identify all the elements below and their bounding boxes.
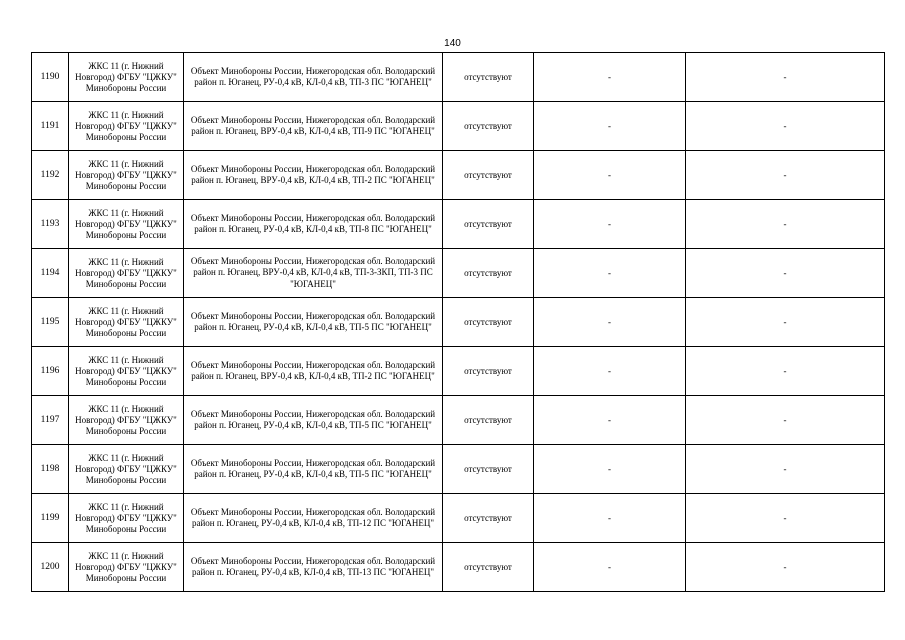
row-number-cell: 1193: [32, 200, 69, 249]
column-6-cell: -: [686, 347, 885, 396]
column-5-cell: -: [534, 347, 686, 396]
organization-cell: ЖКС 11 (г. Нижний Новгород) ФГБУ "ЦЖКУ" Минобороны России: [69, 249, 184, 298]
organization-cell: ЖКС 11 (г. Нижний Новгород) ФГБУ "ЦЖКУ" Минобороны России: [69, 200, 184, 249]
organization-cell: ЖКС 11 (г. Нижний Новгород) ФГБУ "ЦЖКУ" Минобороны России: [69, 347, 184, 396]
organization-cell: ЖКС 11 (г. Нижний Новгород) ФГБУ "ЦЖКУ" Минобороны России: [69, 543, 184, 592]
page-number: 140: [444, 38, 461, 49]
row-number-cell: 1198: [32, 445, 69, 494]
column-6-cell: -: [686, 494, 885, 543]
object-description-cell: Объект Минобороны России, Нижегородская обл. Володарский район п. Юганец, РУ-0,4 кВ, КЛ-0,4 кВ, ТП-3 ПС "ЮГАНЕЦ": [184, 53, 443, 102]
object-description-cell: Объект Минобороны России, Нижегородская обл. Володарский район п. Юганец, РУ-0,4 кВ, КЛ-0,4 кВ, ТП-5 ПС "ЮГАНЕЦ": [184, 396, 443, 445]
row-number-cell: 1194: [32, 249, 69, 298]
table-body: [32, 53, 885, 592]
status-cell: отсутствуют: [443, 543, 534, 592]
table-row: [32, 396, 885, 445]
column-6-cell: -: [686, 151, 885, 200]
organization-cell: ЖКС 11 (г. Нижний Новгород) ФГБУ "ЦЖКУ" Минобороны России: [69, 445, 184, 494]
row-number-cell: 1192: [32, 151, 69, 200]
status-cell: отсутствуют: [443, 249, 534, 298]
column-6-cell: -: [686, 53, 885, 102]
row-number-cell: 1200: [32, 543, 69, 592]
row-number-cell: 1190: [32, 53, 69, 102]
status-cell: отсутствуют: [443, 53, 534, 102]
table-row: [32, 347, 885, 396]
table-row: [32, 543, 885, 592]
status-cell: отсутствуют: [443, 151, 534, 200]
object-description-cell: Объект Минобороны России, Нижегородская обл. Володарский район п. Юганец, РУ-0,4 кВ, КЛ-0,4 кВ, ТП-5 ПС "ЮГАНЕЦ": [184, 445, 443, 494]
status-cell: отсутствуют: [443, 102, 534, 151]
table-row: [32, 445, 885, 494]
column-6-cell: -: [686, 298, 885, 347]
column-6-cell: -: [686, 543, 885, 592]
column-6-cell: -: [686, 445, 885, 494]
organization-cell: ЖКС 11 (г. Нижний Новгород) ФГБУ "ЦЖКУ" Минобороны России: [69, 151, 184, 200]
column-5-cell: -: [534, 200, 686, 249]
column-5-cell: -: [534, 53, 686, 102]
status-cell: отсутствуют: [443, 494, 534, 543]
object-description-cell: Объект Минобороны России, Нижегородская обл. Володарский район п. Юганец, РУ-0,4 кВ, КЛ-0,4 кВ, ТП-13 ПС "ЮГАНЕЦ": [184, 543, 443, 592]
table-row: [32, 249, 885, 298]
object-description-cell: Объект Минобороны России, Нижегородская обл. Володарский район п. Юганец, РУ-0,4 кВ, КЛ-0,4 кВ, ТП-12 ПС "ЮГАНЕЦ": [184, 494, 443, 543]
column-5-cell: -: [534, 102, 686, 151]
organization-cell: ЖКС 11 (г. Нижний Новгород) ФГБУ "ЦЖКУ" Минобороны России: [69, 53, 184, 102]
column-5-cell: -: [534, 151, 686, 200]
row-number-cell: 1191: [32, 102, 69, 151]
data-table: [31, 52, 885, 592]
row-number-cell: 1196: [32, 347, 69, 396]
column-5-cell: -: [534, 396, 686, 445]
column-6-cell: -: [686, 102, 885, 151]
table-row: [32, 200, 885, 249]
organization-cell: ЖКС 11 (г. Нижний Новгород) ФГБУ "ЦЖКУ" Минобороны России: [69, 298, 184, 347]
organization-cell: ЖКС 11 (г. Нижний Новгород) ФГБУ "ЦЖКУ" Минобороны России: [69, 494, 184, 543]
table-row: [32, 298, 885, 347]
organization-cell: ЖКС 11 (г. Нижний Новгород) ФГБУ "ЦЖКУ" Минобороны России: [69, 102, 184, 151]
status-cell: отсутствуют: [443, 396, 534, 445]
column-5-cell: -: [534, 249, 686, 298]
object-description-cell: Объект Минобороны России, Нижегородская обл. Володарский район п. Юганец, ВРУ-0,4 кВ, КЛ-0,4 кВ, ТП-9 ПС "ЮГАНЕЦ": [184, 102, 443, 151]
column-6-cell: -: [686, 200, 885, 249]
table-row: [32, 151, 885, 200]
object-description-cell: Объект Минобороны России, Нижегородская обл. Володарский район п. Юганец, ВРУ-0,4 кВ, КЛ-0,4 кВ, ТП-3-ЗКП, ТП-3 ПС "ЮГАНЕЦ": [184, 249, 443, 298]
object-description-cell: Объект Минобороны России, Нижегородская обл. Володарский район п. Юганец, ВРУ-0,4 кВ, КЛ-0,4 кВ, ТП-2 ПС "ЮГАНЕЦ": [184, 347, 443, 396]
object-description-cell: Объект Минобороны России, Нижегородская обл. Володарский район п. Юганец, ВРУ-0,4 кВ, КЛ-0,4 кВ, ТП-2 ПС "ЮГАНЕЦ": [184, 151, 443, 200]
row-number-cell: 1199: [32, 494, 69, 543]
table-row: [32, 102, 885, 151]
column-5-cell: -: [534, 445, 686, 494]
status-cell: отсутствуют: [443, 445, 534, 494]
column-5-cell: -: [534, 543, 686, 592]
status-cell: отсутствуют: [443, 298, 534, 347]
row-number-cell: 1195: [32, 298, 69, 347]
column-5-cell: -: [534, 494, 686, 543]
table-row: [32, 53, 885, 102]
organization-cell: ЖКС 11 (г. Нижний Новгород) ФГБУ "ЦЖКУ" Минобороны России: [69, 396, 184, 445]
object-description-cell: Объект Минобороны России, Нижегородская обл. Володарский район п. Юганец, РУ-0,4 кВ, КЛ-0,4 кВ, ТП-8 ПС "ЮГАНЕЦ": [184, 200, 443, 249]
column-6-cell: -: [686, 249, 885, 298]
column-5-cell: -: [534, 298, 686, 347]
row-number-cell: 1197: [32, 396, 69, 445]
table-row: [32, 494, 885, 543]
object-description-cell: Объект Минобороны России, Нижегородская обл. Володарский район п. Юганец, РУ-0,4 кВ, КЛ-0,4 кВ, ТП-5 ПС "ЮГАНЕЦ": [184, 298, 443, 347]
column-6-cell: -: [686, 396, 885, 445]
status-cell: отсутствуют: [443, 347, 534, 396]
status-cell: отсутствуют: [443, 200, 534, 249]
